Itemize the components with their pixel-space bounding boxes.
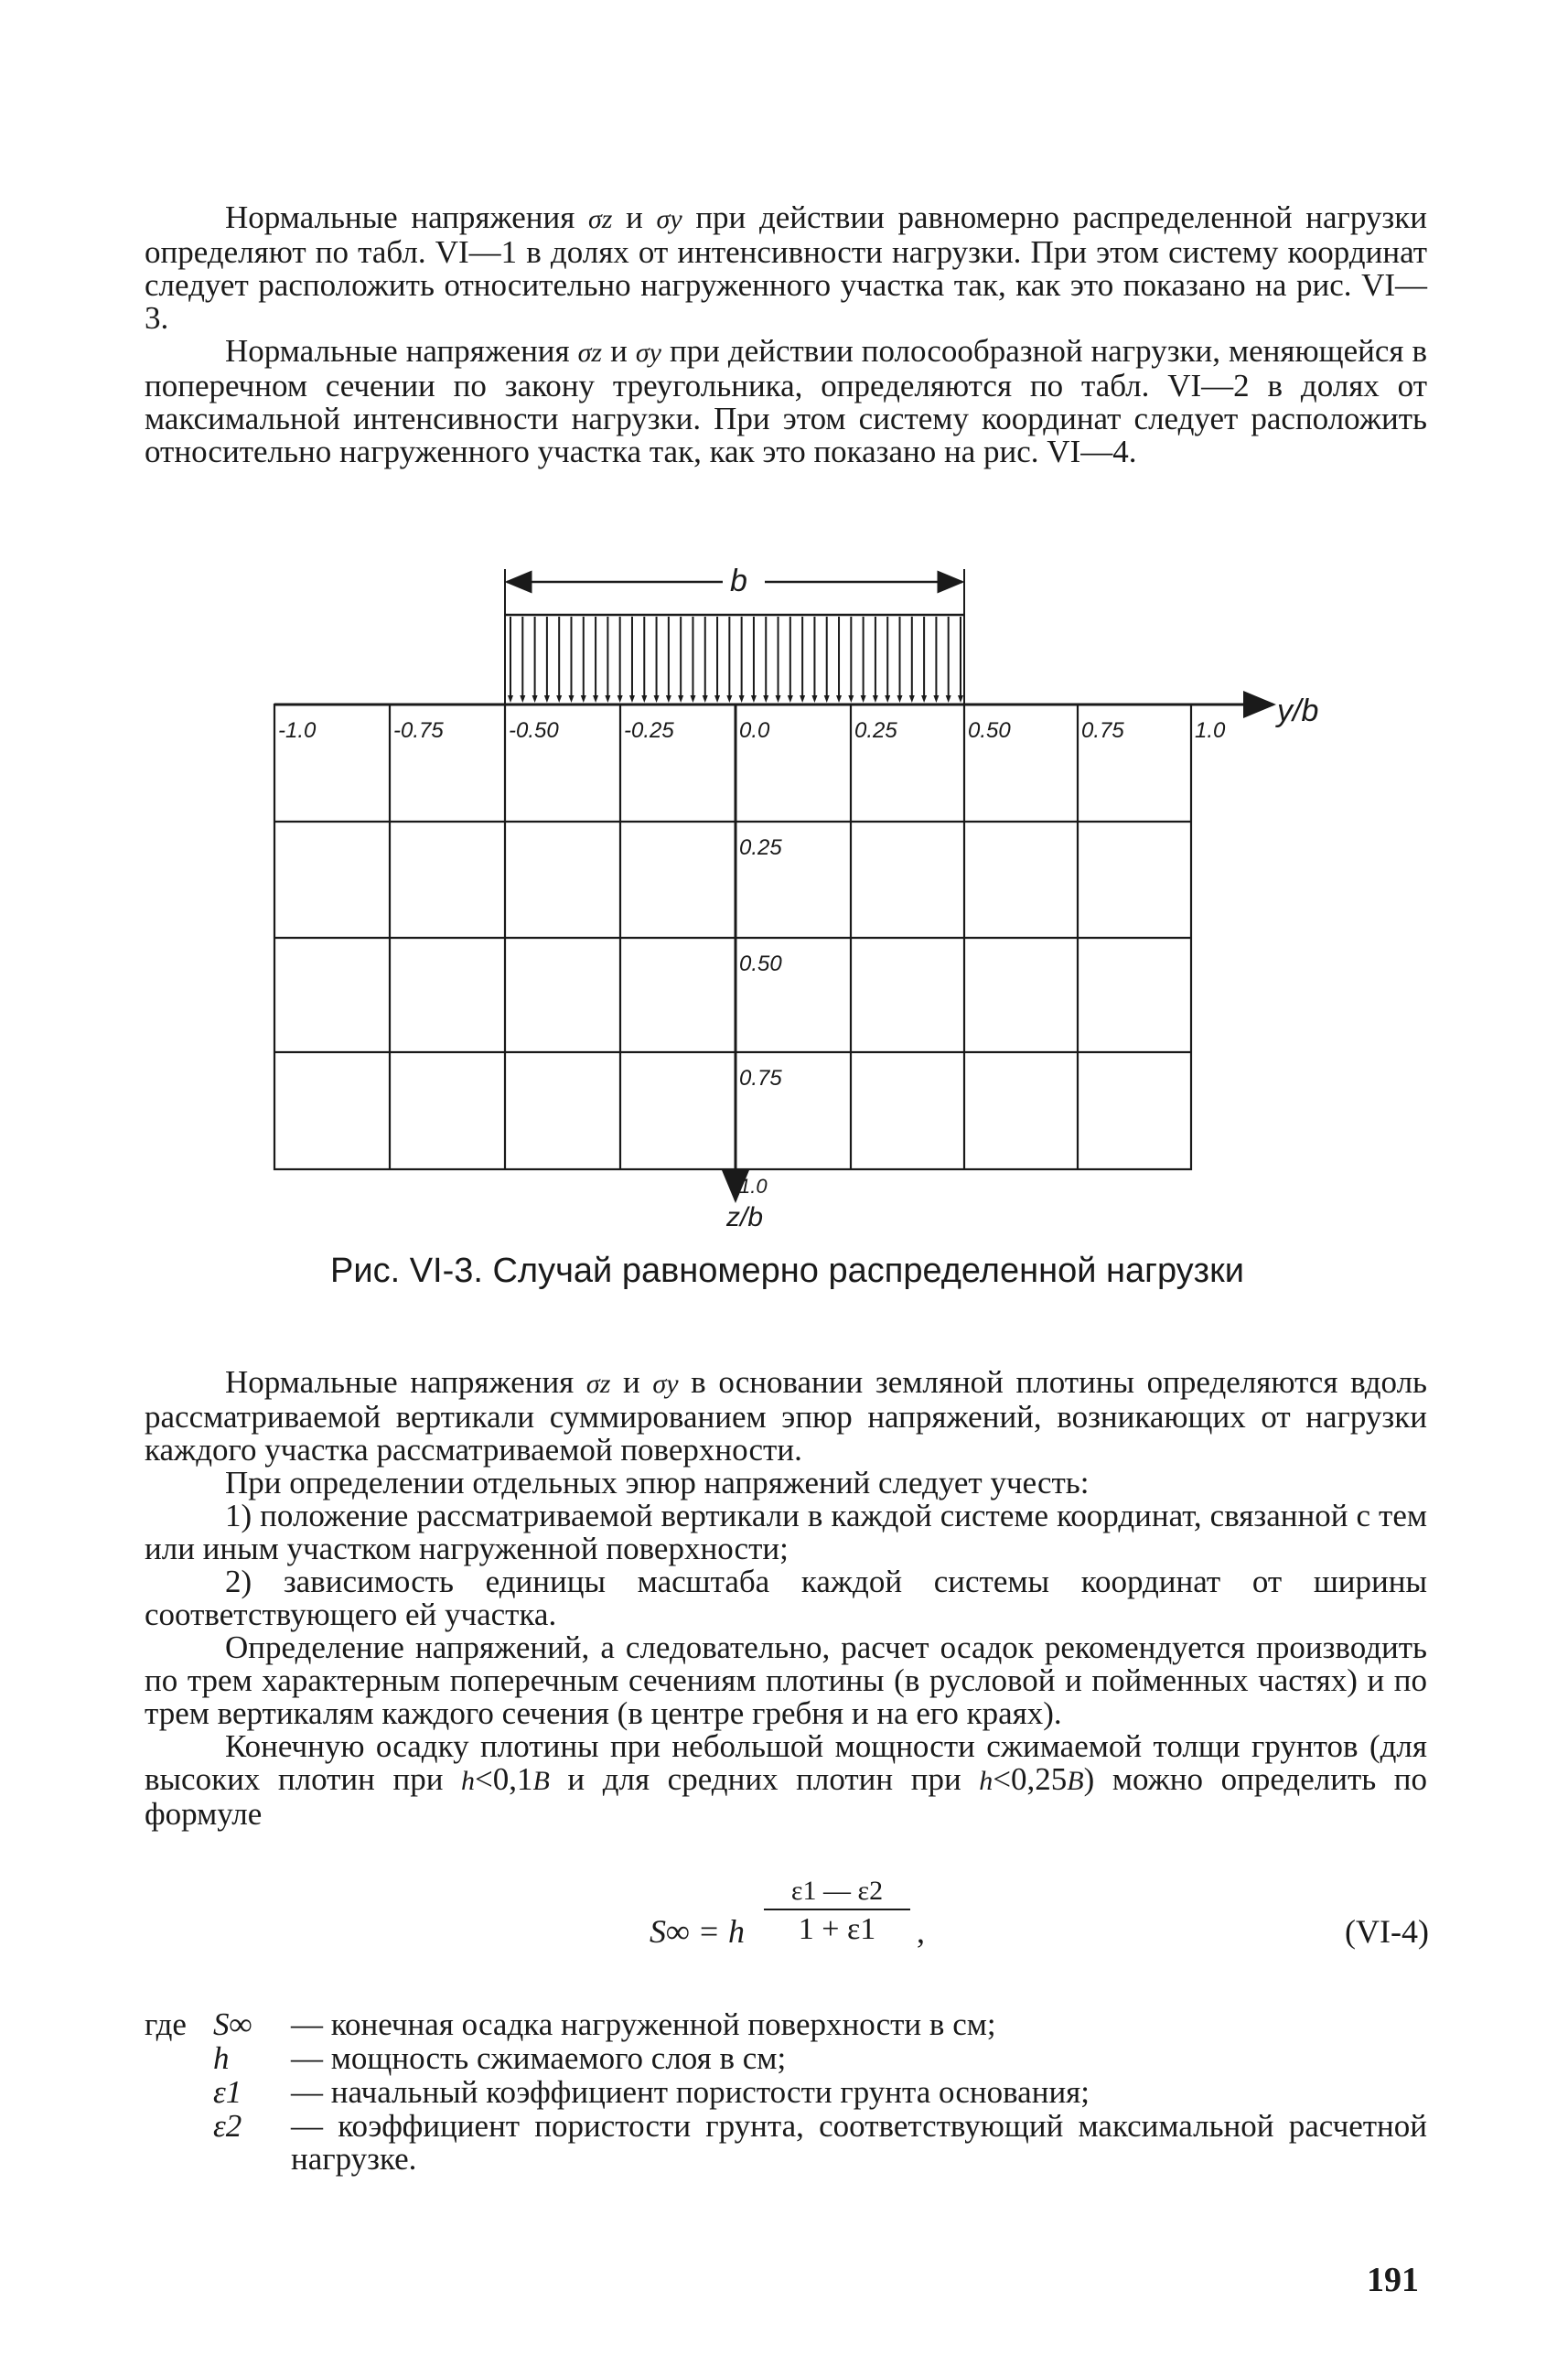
- list-item: ε2 — коэффициент пористости грунта, соответствующий максимальной расчетной нагрузке.: [213, 2108, 1427, 2177]
- load-arrow-head: [726, 695, 732, 703]
- figure-uniform-load: [265, 549, 1363, 1263]
- load-arrow-head: [776, 695, 781, 703]
- page-number: 191: [1367, 2261, 1419, 2299]
- load-arrow-head: [909, 695, 915, 703]
- load-arrow-head: [861, 695, 866, 703]
- load-arrow-head: [678, 695, 683, 703]
- load-arrow-head: [897, 695, 903, 703]
- load-arrow-head: [763, 695, 768, 703]
- paragraph-3: Нормальные напряжения σz и σy в основании земляной плотины определяются вдоль рассматриваемой вертикали суммированием эпюр напряжений, возникающих от нагрузки каждого участка рассматриваемой поверхности.: [145, 1364, 1427, 1468]
- formula-vi-4: [650, 1876, 1455, 1967]
- tick-label: 0.50: [968, 718, 1011, 743]
- load-arrow-head: [751, 695, 757, 703]
- top-tick-labels: [278, 718, 1226, 743]
- sigma-y-symbol: σy: [652, 1369, 679, 1399]
- load-arrow-head: [629, 695, 635, 703]
- paragraph-7: Определение напряжений, а следовательно, расчет осадок рекомендуется производить по трем характерным поперечным сечениям плотины (в русловой и пойменных частях) и по трем вертикалям каждого сечения (в центре гребня и на его краях).: [145, 1629, 1427, 1731]
- sigma-z-symbol: σz: [587, 204, 613, 234]
- sigma-z-symbol: σz: [585, 1369, 611, 1399]
- load-arrow-head: [921, 695, 927, 703]
- load-arrow-head: [532, 695, 538, 703]
- load-arrow-head: [811, 695, 817, 703]
- load-arrow-head: [824, 695, 830, 703]
- tick-label: -0.25: [624, 718, 674, 743]
- formula-denominator: 1 + ε1: [798, 1912, 876, 1946]
- load-arrow-head: [873, 695, 878, 703]
- tick-label: -0.75: [393, 718, 444, 743]
- load-arrow-head: [788, 695, 793, 703]
- width-label: b: [730, 564, 747, 598]
- load-arrow-head: [641, 695, 647, 703]
- tick-label: 1.0: [1195, 718, 1226, 743]
- tick-label: 1.0: [739, 1175, 768, 1198]
- formula-fraction: [764, 1876, 910, 1947]
- top-paragraphs: [145, 201, 1427, 468]
- paragraph-2: Нормальные напряжения σz и σy при действии полосообразной нагрузки, меняющейся в поперечном сечении по закону треугольника, определяются по табл. VI—2 в долях от максимальной интенсивности нагрузки. При этом систему координат следует расположить относительно нагруженного участка так, как это показано на рис. VI—4.: [145, 333, 1428, 469]
- axis-z-label: z/b: [726, 1202, 764, 1232]
- tick-label: 0.50: [739, 952, 782, 976]
- load-arrow-head: [714, 695, 720, 703]
- load-arrow-head: [848, 695, 854, 703]
- tick-label: -1.0: [278, 718, 317, 743]
- load-arrow-head: [618, 695, 623, 703]
- paragraph-4: При определении отдельных эпюр напряжений следует учесть:: [225, 1465, 1090, 1500]
- load-arrow-head: [508, 695, 513, 703]
- tick-label: 0.25: [854, 718, 897, 743]
- sigma-y-symbol: σy: [635, 338, 661, 368]
- load-arrow-head: [544, 695, 550, 703]
- tick-label: 0.75: [1081, 718, 1124, 743]
- where-list: [145, 2008, 1427, 2178]
- formula-comma: ,: [917, 1913, 925, 1950]
- load-arrow-head: [568, 695, 574, 703]
- load-arrow-head: [836, 695, 842, 703]
- load-arrow-head: [520, 695, 525, 703]
- load-arrow-head: [885, 695, 890, 703]
- load-arrow-head: [739, 695, 745, 703]
- formula-numerator: ε1 — ε2: [764, 1876, 910, 1910]
- axis-y-label: y/b: [1277, 694, 1319, 728]
- paragraph-5: 1) положение рассматриваемой вертикали в каждой системе координат, связанной с тем или иным участком нагруженной поверхности;: [145, 1498, 1427, 1566]
- load-arrow-head: [605, 695, 610, 703]
- load-arrow-head: [946, 695, 951, 703]
- load-arrow-head: [690, 695, 695, 703]
- bottom-paragraphs: [145, 1366, 1427, 1831]
- load-arrow-head: [556, 695, 562, 703]
- axes: [274, 694, 1318, 1232]
- list-item: ε1 — начальный коэффициент пористости грунта основания;: [213, 2074, 1090, 2110]
- load-arrow-head: [933, 695, 939, 703]
- list-item: где S∞ — конечная осадка нагруженной поверхности в см;: [145, 2006, 996, 2042]
- width-dimension: [505, 564, 964, 704]
- load-arrow-head: [593, 695, 598, 703]
- tick-label: 0.75: [739, 1066, 782, 1091]
- tick-label: 0.0: [739, 718, 770, 743]
- load-arrow-head: [800, 695, 805, 703]
- load-arrows: [505, 615, 964, 703]
- paragraph-1: Нормальные напряжения σz и σy при действии равномерно распределенной нагрузки определяют по табл. VI—1 в долях от интенсивности нагрузки. При этом систему координат следует расположить относительно нагруженного участка так, как это показано на рис. VI—3.: [145, 199, 1427, 336]
- load-arrow-head: [666, 695, 671, 703]
- formula-lhs: S∞ = h: [650, 1913, 745, 1950]
- figure-caption: Рис. VI-3. Случай равномерно распределенной нагрузки: [330, 1252, 1244, 1290]
- load-arrow-head: [703, 695, 708, 703]
- list-item: h — мощность сжимаемого слоя в см;: [213, 2040, 787, 2076]
- sigma-z-symbol: σz: [577, 338, 603, 368]
- tick-label: 0.25: [739, 835, 782, 860]
- grid: [274, 704, 1191, 1169]
- sigma-y-symbol: σy: [656, 204, 682, 234]
- paragraph-8: Конечную осадку плотины при небольшой мощности сжимаемой толщи грунтов (для высоких плотин при h<0,1B и для средних плотин при h<0,25B) можно определить по формуле: [145, 1728, 1428, 1832]
- vertical-tick-labels: [739, 835, 782, 1198]
- equation-number: (VI-4): [1345, 1913, 1429, 1950]
- load-arrow-head: [654, 695, 660, 703]
- load-arrow-head: [581, 695, 586, 703]
- tick-label: -0.50: [509, 718, 559, 743]
- load-arrow-head: [958, 695, 963, 703]
- paragraph-6: 2) зависимость единицы масштаба каждой системы координат от ширины соответствующего ей участка.: [145, 1564, 1427, 1632]
